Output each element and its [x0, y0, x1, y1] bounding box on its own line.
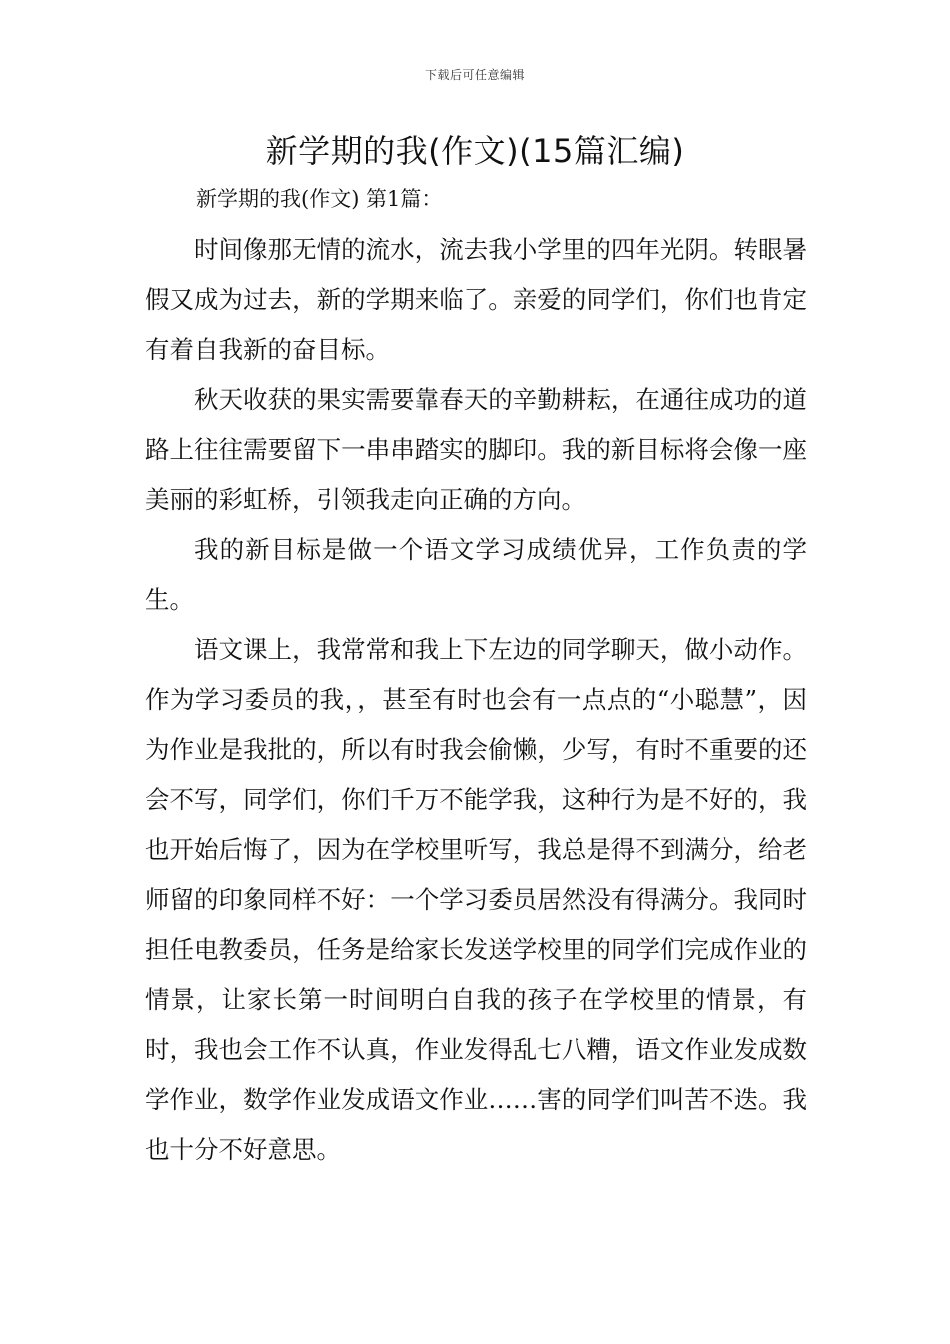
header-note: 下载后可任意编辑 [424, 68, 525, 82]
document-body [145, 225, 807, 1175]
paragraph-2: 秋天收获的果实需要靠春天的辛勤耕耘，在通往成功的道路上往往需要留下一串串踏实的脚印。我的新目标将会像一座美丽的彩虹桥，引领我走向正确的方向。 [145, 385, 807, 514]
paragraph-1: 时间像那无情的流水，流去我小学里的四年光阴。转眼暑假又成为过去，新的学期来临了。亲爱的同学们，你们也肯定有着自我新的奋目标。 [145, 235, 807, 364]
document-title: 新学期的我(作文)(15篇汇编) [265, 132, 685, 170]
paragraph-4: 语文课上，我常常和我上下左边的同学聊天，做小动作。作为学习委员的我，，甚至有时也会有一点点的“小聪慧”，因为作业是我批的，所以有时我会偷懒，少写，有时不重要的还会不写，同学们，你们千万不能学我，这种行为是不好的，我也开始后悔了，因为在学校里听写，我总是得不到满分，给老师留的印象同样不好：一个学习委员居然没有得满分。我同时担任电教委员，任务是给家长发送学校里的同学们完成作业的情景，让家长第一时间明白自我的孩子在学校里的情景，有时，我也会工作不认真，作业发得乱七八糟，语文作业发成数学作业，数学作业发成语文作业……害的同学们叫苦不迭。我也十分不好意思。 [145, 635, 807, 1164]
section-heading: 新学期的我(作文) 第1篇： [196, 187, 443, 211]
paragraph-3: 我的新目标是做一个语文学习成绩优异，工作负责的学生。 [145, 535, 807, 614]
